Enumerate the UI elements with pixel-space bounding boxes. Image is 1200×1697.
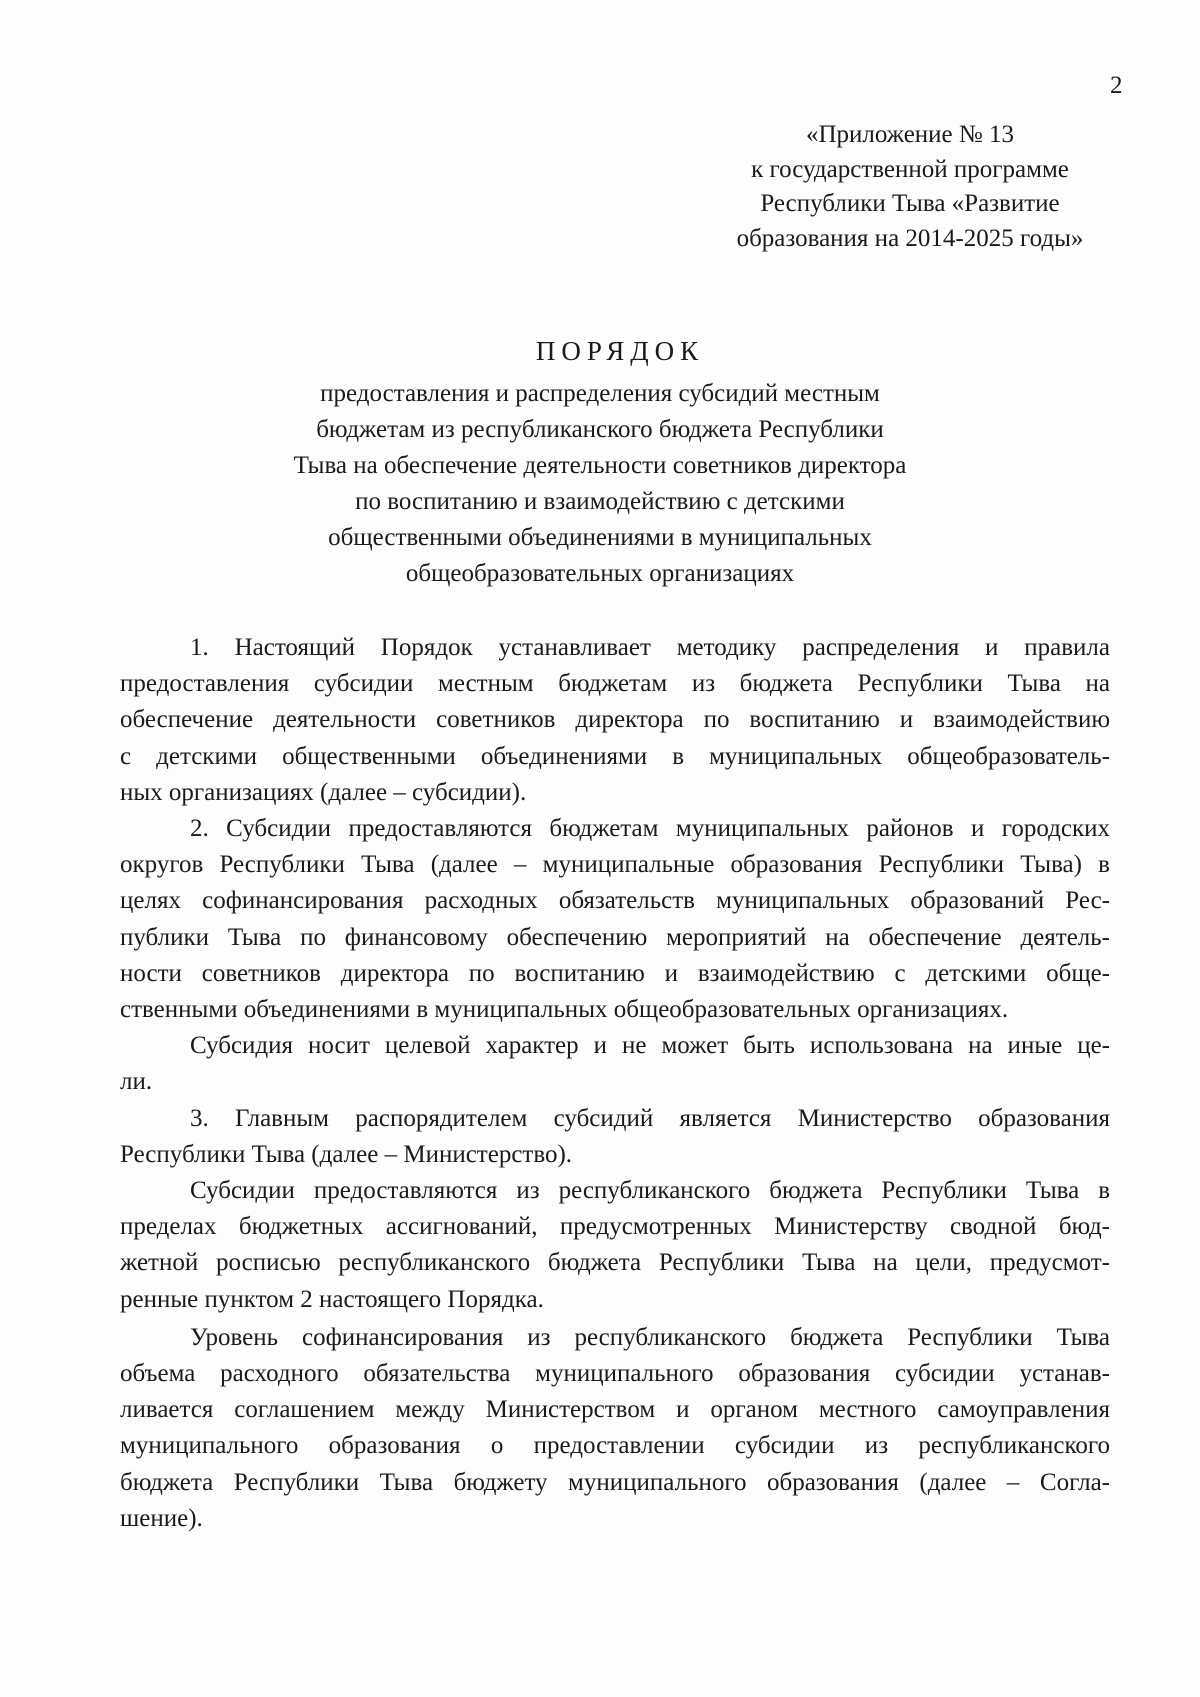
text-line: пределах бюджетных ассигнований, предусмотренных Министерству сводной бюд- (120, 1213, 1110, 1241)
annex-line: образования на 2014-2025 годы» (736, 224, 1084, 252)
paragraph-3 (120, 1028, 1110, 1100)
text-line: ли. (120, 1068, 153, 1096)
text-line: ственными объединениями в муниципальных общеобразовательных организациях. (120, 996, 1009, 1024)
annex-line: «Приложение № 13 (805, 121, 1015, 148)
document-body (120, 630, 1110, 1537)
text-line: ренные пунктом 2 настоящего Порядка. (120, 1285, 544, 1313)
text-line: бюджета Республики Тыва бюджету муниципального образования (далее – Согла- (120, 1468, 1110, 1496)
text-line: объема расходного обязательства муниципального образования субсидии устанав- (120, 1360, 1110, 1388)
text-line: муниципального образования о предоставлении субсидии из республиканского (120, 1432, 1110, 1460)
text-line: Республики Тыва (далее – Министерство). (120, 1140, 573, 1168)
text-line: ности советников директора по воспитанию и взаимодействию с детскими обще- (120, 959, 1110, 987)
paragraph-6 (120, 1320, 1110, 1537)
annex-header (700, 118, 1120, 256)
text-line: Субсидии предоставляются из республиканского бюджета Республики Тыва в (190, 1177, 1110, 1205)
text-line: обеспечение деятельности советников директора по воспитанию и взаимодействию (120, 706, 1110, 734)
text-line: целях софинансирования расходных обязательств муниципальных образований Рес- (120, 887, 1110, 915)
text-line: 2. Субсидии предоставляются бюджетам муниципальных районов и городских (190, 815, 1110, 843)
page-number: 2 (1110, 72, 1123, 99)
document-subtitle (150, 376, 1050, 592)
text-line: округов Республики Тыва (далее – муниципальные образования Республики Тыва) в (120, 851, 1110, 879)
subtitle-line: общественными объединениями в муниципальных (328, 524, 872, 551)
text-line: предоставления субсидии местным бюджетам из бюджета Республики Тыва на (120, 670, 1110, 698)
paragraph-1 (120, 630, 1110, 811)
text-line: шение). (120, 1504, 203, 1532)
subtitle-line: Тыва на обеспечение деятельности советников директора (293, 452, 907, 479)
annex-line: Республики Тыва «Развитие (760, 190, 1060, 217)
subtitle-line: бюджетам из республиканского бюджета Республики (316, 416, 884, 443)
subtitle-line: общеобразовательных организациях (405, 560, 795, 587)
text-line: 1. Настоящий Порядок устанавливает методику распределения и правила (190, 634, 1110, 661)
subtitle-line: по воспитанию и взаимодействию с детскими (355, 488, 845, 515)
subtitle-line: предоставления и распределения субсидий местным (320, 380, 880, 407)
paragraph-2 (120, 811, 1110, 1028)
paragraph-5 (120, 1173, 1110, 1318)
text-line: Уровень софинансирования из республиканского бюджета Республики Тыва (190, 1323, 1110, 1351)
paragraph-4 (120, 1101, 1110, 1173)
text-line: с детскими общественными объединениями в муниципальных общеобразователь- (120, 742, 1110, 770)
text-line: жетной росписью республиканского бюджета Республики Тыва на цели, предусмот- (120, 1249, 1110, 1277)
text-line: 3. Главным распорядителем субсидий является Министерство образования (190, 1104, 1110, 1132)
document-title: ПОРЯДОК (535, 336, 705, 366)
annex-line: к государственной программе (751, 155, 1069, 183)
text-line: Субсидия носит целевой характер и не может быть использована на иные це- (190, 1032, 1110, 1060)
text-line: ливается соглашением между Министерством и органом местного самоуправления (120, 1396, 1110, 1424)
text-line: ных организациях (далее – субсидии). (120, 778, 527, 806)
text-line: публики Тыва по финансовому обеспечению мероприятий на обеспечение деятель- (120, 923, 1110, 951)
